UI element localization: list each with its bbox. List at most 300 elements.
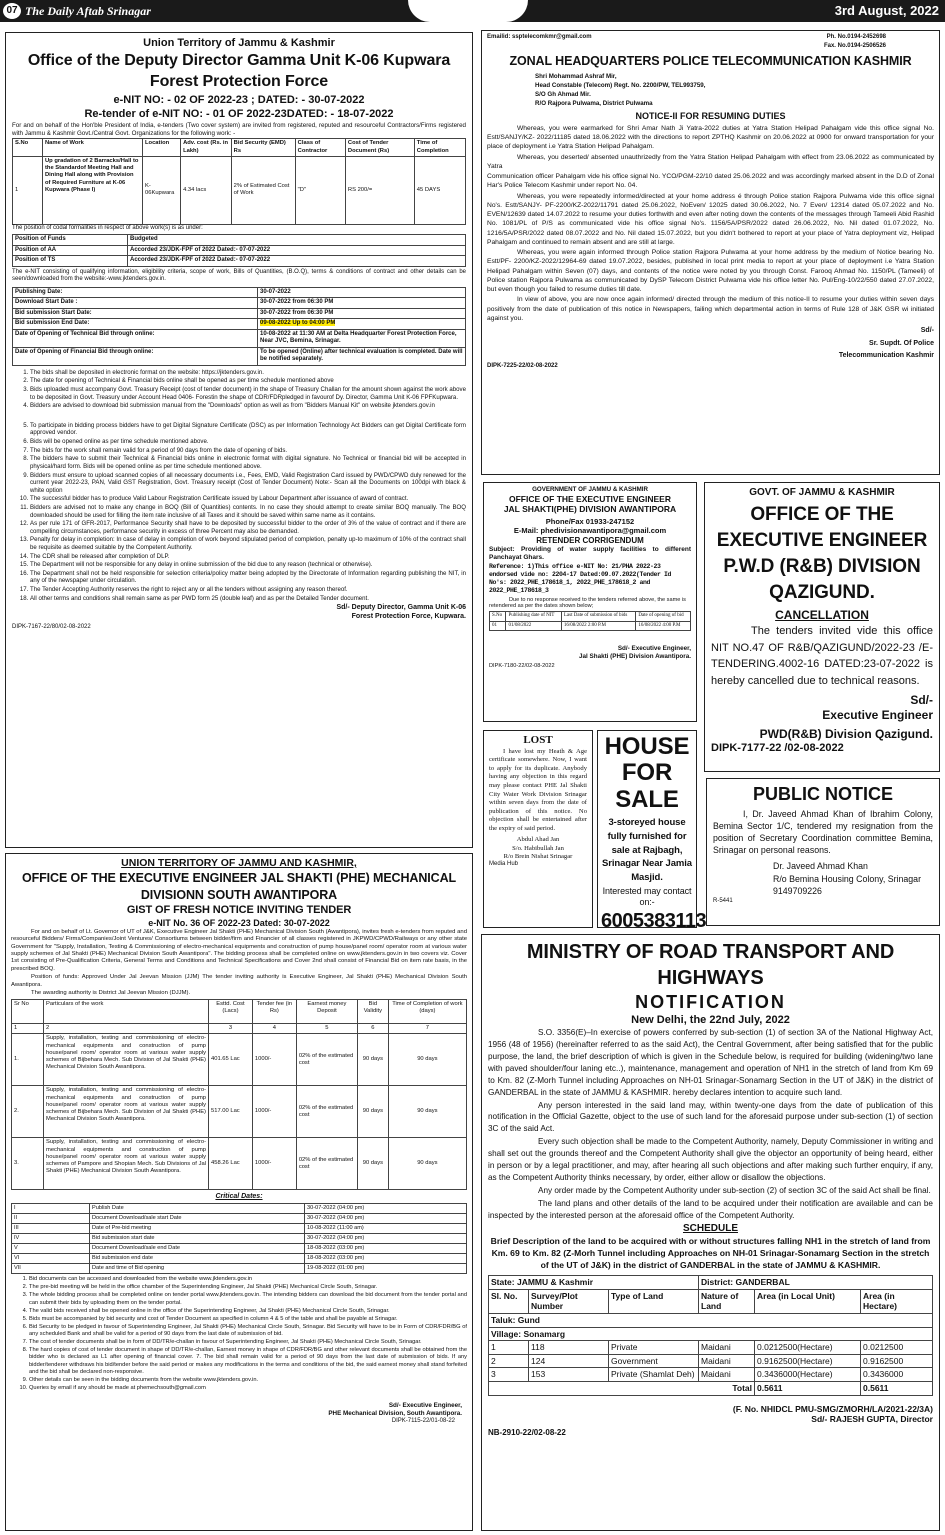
notice-subtitle: NOTICE-II FOR RESUMING DUTIES [635,110,786,121]
retender-note: Due to no response received to the tenders referred above, the same is retendered as per the dates shown below; [489,596,686,610]
total-local: 0.5611 [755,1382,861,1396]
table-row [12,1086,467,1138]
table-cell: 1. [12,1034,44,1086]
notification-paragraph: Any order made by the Competent Authority under sub-section (2) of section 3C of the said Act shall be final. [538,1185,931,1195]
table-cell: Date of Opening of Financial Bid through online: [13,347,258,365]
table-cell: 0.9162500 [861,1354,933,1368]
table-cell: Position of AA [13,245,128,256]
list-item: 12. As per rule 171 of GFR-2017, Performance Security shall have to be deposited by successful bidder to the order of 3% of the value of contract and if there are compelling circumstances, performance security in excess of three Percent may also be demanded. [30,520,466,535]
table-cell: 0.0212500 [861,1341,933,1355]
table-row [13,347,466,365]
list-item: 8. The bidders have to submit their Technical & Financial bids online in electronic format with digital signature. No Technical or financial bid will be accepted in physical/hard form. Bids will be opened online as per time schedule mentioned above. [30,455,466,470]
table-cell: 118 [529,1341,609,1355]
table-header-cell: Date of opening of bid [636,612,691,621]
table-row [13,156,466,224]
cancellation-title: CANCELLATION [775,608,869,623]
table-cell: Budgeted [128,235,466,246]
table-cell: Maidani [699,1354,755,1368]
sd-mark: Sd/- [920,327,934,335]
table-cell: Accorded 23/JDK-FPF of 2022 Dated:- 07-07-2022 [128,256,466,267]
table-cell: 401.65 Lac [209,1034,253,1086]
nit-number: e-NIT No. 36 OF 2022-23 Dated: 30-07-2022 [148,917,330,928]
list-item: 9. Other details can be seen in the bidding documents from the website www.jktenders.gov.in. [29,1377,467,1384]
signatory: Sd/- Executive Engineer, [617,644,691,652]
table-row [489,1313,933,1327]
table-row [13,298,466,309]
notification-paragraph: Any person interested in the said land may, within twenty-one days from the date of publication of this notification in the Official Gazette, object to the use of such land for the aforesaid purpose under sub-section (1) of section 3C of the said Act. [488,1100,933,1134]
table-cell: 90 days [358,1034,389,1086]
office-heading: Office of the Deputy Director Gamma Unit K-06 Kupwara [27,51,451,69]
table-row [12,1254,467,1264]
list-item: 7. The cost of tender documents shall be in form of DD/TR/e-challan in favour of Superintending Engineer, Jal Shakti (PHE) Mechanical Circle South, Srinagar. [29,1339,467,1346]
ad-code: DIPK-7167-22/80/02-08-2022 [12,623,91,630]
list-item: 4. The valid bids received shall be opened online in the office of the Superintending Engineer, Jal Shakti (PHE) Mechanical Circle South, Srinagar. [29,1308,467,1315]
table-cell: Maidani [699,1368,755,1382]
table-header-cell: Area (in Local Unit) [755,1289,861,1313]
table-row [12,1204,467,1214]
village-cell: Village: Sonamarg [489,1327,933,1341]
table-row [12,1244,467,1254]
table-cell: 16/08/2022 2:00 P.M [561,621,635,630]
corrigendum-title: RETENDER CORRIGENDUM [536,535,644,545]
public-sign-line: 9149709226 [773,886,822,897]
table-cell: 90 days [358,1086,389,1138]
addressee-line: Head Constable (Telecom) Regt. No. 2200/PW, TEL993759, [535,81,706,89]
table-cell: 6 [358,1024,389,1034]
table-cell: 01/08/2022 [506,621,561,630]
table-row [489,1276,933,1290]
terms-list [12,369,466,602]
table-header-row [13,139,466,156]
list-item: 13. Penalty for delay in completion: In case of delay in completion of work beyond stipulated period of completion, penalty up-to maximum of 10% of the contract shall be requisite as deemed suitable by the Competent Authority. [30,536,466,551]
table-header-cell: Cost of Tender Document (Rs) [345,139,414,156]
critical-dates-title: Critical Dates: [215,1193,263,1201]
total-label: Total [489,1382,755,1396]
table-cell: 4 [252,1024,296,1034]
table-row [12,1234,467,1244]
table-cell: 18-08-2022 (03:00 pm) [305,1244,467,1254]
table-cell: 7 [388,1024,466,1034]
table-cell: 45 DAYS [414,156,465,224]
addressee [487,73,934,109]
land-schedule-table [488,1275,933,1396]
signatory: Sd/- Executive Engineer, [388,1402,462,1409]
table-row [12,1024,467,1034]
table-header-row [12,1000,467,1024]
notice-paragraph: In view of above, you are now once again informed/ directed through the medium of this notice-II to resume your duties within seven days positively from the date of publication of this notice in Newspapers, failing which departmental action in terms of Rule 128 of J&K GSR wi initiated against you. [487,296,934,322]
table-cell: "D" [295,156,345,224]
table-cell: 19-08-2022 (01:00 pm) [305,1264,467,1274]
table-cell: 01 [490,621,506,630]
table-header-cell: Area (in Hectare) [861,1289,933,1313]
table-header-cell: Class of Contractor [295,139,345,156]
house-for-sale-ad [597,730,707,932]
table-cell: 0.3436000 [861,1368,933,1382]
table-cell: Bid submission Start Date: [13,308,258,319]
ad-code: DIPK-7225-22/02-08-2022 [487,363,558,370]
signatory: Sr. Supdt. Of Police [869,339,934,347]
intro-text: For and on behalf of the Hon'ble President of India, e-tenders (Two cover system) are invited from registered, reputed and resourceful Contractors/Firms registered with Jammu & Kashmir Govt./Central Govt. Organizations for the following work: - [12,121,466,137]
notification-paragraph: S.O. 3356(E)–In exercise of powers conferred by sub-section (1) of section 3A of the National Highway Act, 1956 (48 of 1956) (hereinafter referred to as the said Act), the Central Government, after being satisfied that for the public purpose, the land, the brief description of which is given in the Schedule below, is required for building (widening/two lane with paved shoulder/four laning etc..), maintenance, management and operation of NH1 in the stretch of land from Km 69 to Km. 82 (Z-Morh Tunnel including Approaches on NH-01 Srinagar-Sonamarg Section in the UT of J&K) in the district of GANDERBAL in the state of JAMMU & KASHMIR. hereby declares intention to acquire such land. [488,1028,933,1097]
table-row [489,1368,933,1382]
signatory-office: PHE Mechanical Division, South Awantipora. [328,1409,462,1417]
list-item: 11. Bidders are advised not to make any change in BOQ (Bill of Quantities) contents. In no case they should attempt to create similar BOQ manually. The BOQ downloaded should be used for filling the item rate inclusive of all Taxes and it should be saved within same name as it contains. [30,504,466,519]
table-cell: Bid submission start date [90,1234,305,1244]
table-cell: 1000/- [252,1034,296,1086]
list-item: 7. The bids for the work shall remain valid for a period of 90 days from the date of opening of bids. [30,447,466,455]
addressee-line: Shri Mohammad Ashraf Mir, [535,72,617,80]
retender-number: Re-tender of e-NIT NO: - 01 OF 2022-23DATED: - 18-07-2022 [84,108,394,121]
signatory-office: Jal Shakti (PHE) Division Awantipora. [579,652,691,660]
table-cell: Private (Shamlat Deh) [609,1368,699,1382]
table-cell: K-06Kupwara [143,156,181,224]
table-row [13,287,466,298]
contact-phone: 6005383113 [601,909,707,932]
table-cell: 30-07-2022 from 06:30 PM [258,308,466,319]
notification-date: New Delhi, the 22nd July, 2022 [631,1013,790,1026]
page-header [0,0,945,22]
file-number: (F. No. NHIDCL PMU-SMG/ZMORH/LA/2021-22/3A) [732,1403,933,1414]
table-cell: Accorded 23/JDK-FPF of 2022 Dated:- 07-07-2022 [128,245,466,256]
table-cell: Publish Date [90,1204,305,1214]
table-row [13,329,466,347]
house-description: 3-storeyed house fully furnished for sale at Rajbagh, Srinagar Near Jamia Masjid. [602,817,692,884]
table-cell: Private [609,1341,699,1355]
signatory-office: PWD(R&B) Division Qazigund. [759,727,933,742]
list-item: 10. The successful bidder has to produce Valid Labour Registration Certificate issued by Labour Department after issuance of award of contract. [30,495,466,503]
table-header-cell: Type of Land [609,1289,699,1313]
signatory: Sd/- RAJESH GUPTA, Director [811,1414,933,1425]
table-cell: Date of Pre-bid meeting [90,1224,305,1234]
lost-notice [483,730,593,928]
table-cell: 90 days [358,1138,389,1190]
table-cell: II [12,1214,90,1224]
table-row [12,1264,467,1274]
govt-heading: GOVERNMENT OF JAMMU & KASHMIR [532,486,648,493]
masthead-logo: آفتاب [408,0,528,22]
list-item: 14. The CDR shall be released after completion of DLP. [30,553,466,561]
office-heading: OFFICE OF THE EXECUTIVE ENGINEER P.W.D (R&B) DIVISION QAZIGUND. [716,503,928,604]
table-cell: 2 [44,1024,209,1034]
list-item: 1. Bid documents can be accessed and downloaded from the website www.jktenders.gov.in [29,1276,467,1283]
table-cell: 1 [12,1024,44,1034]
table-row [12,1224,467,1234]
table-cell: 02% of the estimated cost [296,1034,357,1086]
lost-footer: Media Hub [489,861,519,868]
table-row [489,1382,933,1396]
table-row [12,1034,467,1086]
table-cell: 0.0212500(Hectare) [755,1341,861,1355]
table-cell: V [12,1244,90,1254]
table-cell: 0.3436000(Hectare) [755,1368,861,1382]
ut-heading: UNION TERRITORY OF JAMMU AND KASHMIR, [121,857,357,869]
signatory: Sd/- Deputy Director, Gamma Unit K-06 [336,604,466,612]
table-cell: 10-08-2022 at 11:30 AM at Delta Headquarter Forest Protection Force, Near JVC, Bemina, Srinagar. [258,329,466,347]
issue-date: 3rd August, 2022 [834,3,939,18]
table-cell: 90 days [388,1086,466,1138]
table-cell: Document Download/sale end Date [90,1244,305,1254]
table-cell: VII [12,1264,90,1274]
nit-number: e-NIT NO: - 02 OF 2022-23 ; DATED: - 30-07-2022 [113,94,365,107]
table-row [13,235,466,246]
list-item: 2. The pre-bid meeting will be held in the office chamber of the Superintending Engineer, Jal Shakti (PHE) Mechanical Circle South, Srinagar. [29,1284,467,1291]
notice-paragraph: Whereas, you deserted/ absented unauthrizedly from the Yatra Station Helipad Pahalgam with effect from 23.06.2022 as communicated by Yatra [487,153,934,170]
table-cell: Government [609,1354,699,1368]
intro-text: For and on behalf of Lt. Governor of UT of J&K, Executive Engineer Jal Shakti (PHE) Mechanical Division South (Awantipora), invites fresh e-tenders from reputed and resourceful Bidders/ Firms/Companies/Joint Ventures/ Consortiums between bidder/firm and Financier of all classes registered in JKPWD/CPWD/Railways or any other state Government for "Supply, Installation, Testing & Commissioning of electro-mechanical equipments and construction of pump house/panel room/ operator room at various water supply schemes of Jal Shakti (PHE) Mechanical Division South Awantipora". The bidding process shall be completed online on www.jktenders.gov.in in two covers viz. Cover 1st consisting of Pre-Qualification Criteria, General Terms and Conditions and Technical Specifications and Cover 2nd shall consist of Financial Bid on item rate basis, in the prescribed BOQ. [11,928,467,972]
table-cell: III [12,1224,90,1234]
table-header-cell: Sl. No. [489,1289,529,1313]
table-cell: 30-07-2022 (04:00 pm) [305,1204,467,1214]
table-cell: 458.26 Lac [209,1138,253,1190]
table-row [489,1327,933,1341]
table-header-cell: Esttd. Cost (Lacs) [209,1000,253,1024]
table-cell: 5 [296,1024,357,1034]
cancellation-notice [704,482,940,772]
list-item: 18. All other terms and conditions shall remain same as per PWD form 25 (double leaf) and as per the Detailed Tender document. [30,595,466,603]
ad-code: DIPK-7115-22/01-08-22 [391,1417,455,1424]
public-sign-line: Dr. Javeed Ahmad Khan [773,860,868,871]
retender-corrigendum [483,482,697,722]
lost-sign-line: R/o Brein Nishat Srinagar [503,852,573,860]
signatory-office: Telecommunication Kashmir [838,351,934,359]
funds-text: Position of funds: Approved Under Jal Jeevan Mission (JJM) The tender inviting authority is Executive Engineer, Jal Shakti (PHE) Mechanical Division South Awantipora. [11,974,467,988]
signatory: Executive Engineer [822,708,933,723]
district-cell: District: GANDERBAL [699,1276,933,1290]
signatory-office: Forest Protection Force, Kupwara. [351,613,466,621]
table-cell: 2. [12,1086,44,1138]
table-cell: Position of Funds [13,235,128,246]
list-item: 3. Bids uploaded must accompany Govt. Treasury Receipt (cost of tender document) in the shape of Treasury Challan for the amount shown against the work above to be deposited in Govt. Treasury under Account Head 0406- Forestin the shape of CDR/FDRpledged in favourof Dy. Director, Gamma Unit K-06 FPFKupwara. [30,386,466,401]
table-cell: 3 [489,1368,529,1382]
table-cell: 3. [12,1138,44,1190]
table-row [13,319,466,330]
position-note: The position of codal formalities in respect of above work(s) is as under: [12,224,203,231]
table-cell: 10-08-2022 (11:00 am) [305,1224,467,1234]
table-cell: Position of TS [13,256,128,267]
table-cell: 2 [489,1354,529,1368]
total-hectare: 0.5611 [861,1382,933,1396]
page-number: 07 [3,3,21,19]
table-row [490,621,691,630]
table-cell: 1000/- [252,1138,296,1190]
public-notice-text: I, Dr. Javeed Ahmad Khan of Ibrahim Colony, Bemina Sector 1/C, tendered my resignation from the position of Secretary Coordination committee Bemina, Srinagar on personal reasons. [713,808,933,856]
list-item: 10. Queries by email if any should be made at phemechsouth@gmail.com [29,1385,467,1392]
table-cell: 30-07-2022 (04:00 pm) [305,1234,467,1244]
table-header-row [490,612,691,621]
notice-title: ZONAL HEADQUARTERS POLICE TELECOMMUNICATION KASHMIR [509,54,912,68]
phone-fax: Phone/Fax 01933-247152 [545,517,635,526]
ad-code: NB-2910-22/02-08-22 [488,1427,566,1437]
table-cell: I [12,1204,90,1214]
division-heading: JAL SHAKTI(PHE) DIVISION AWANTIPORA [503,504,677,515]
table-row [489,1341,933,1355]
addressee-line: R/O Rajpora Pulwama, District Pulwama [535,99,653,107]
table-cell: Date of Opening of Technical Bid through online: [13,329,258,347]
house-title: HOUSE [604,733,690,760]
table-header-cell: S.No [13,139,43,156]
list-item: 2. The date for opening of Technical & Financial bids online shall be opened as per time schedule mentioned above [30,377,466,385]
notification-paragraph: The land plans and other details of the land to be acquired under their notification are available and can be inspected by the interested person at the aforesaid office of the Competent Authority. [488,1198,933,1220]
notice-paragraph: Communication officer Pahalgam vide his office signal No. YCO/PGM-22/10 dated 25.06.2022 and was accordingly marked absent in the D.D of Zonal Har's Police Telecom Kashmir under report No. 04. [487,173,934,190]
list-item: 15. The Department will not be responsible for any delay in online submission of the bid due to any reason (technical or otherwise). [30,561,466,569]
table-header-cell: Earnest money Deposit [296,1000,357,1024]
funds-table [12,234,466,267]
table-row [13,256,466,267]
taluk-cell: Taluk: Gund [489,1313,933,1327]
work-table [12,138,466,224]
table-cell: 4.34 lacs [181,156,232,224]
table-header-cell: Time of Completion of work (days) [388,1000,466,1024]
table-cell: Maidani [699,1341,755,1355]
gist-heading: GIST OF FRESH NOTICE INVITING TENDER [126,903,352,916]
ad-code: R-5441 [713,898,733,904]
enit-consist-text: The e-NIT consisting of qualifying information, eligibility criteria, scope of work, Bills of Quantities, (B.O.Q), terms & conditions of contract and other details can be seen/downloaded from the website:-www.jktenders.gov.in. [12,268,466,283]
govt-heading: GOVT. OF JAMMU & KASHMIR [749,487,895,498]
table-cell: 1 [13,156,43,224]
dates-table [12,287,466,366]
table-cell: 90 days [388,1034,466,1086]
notification-heading: NOTIFICATION [635,992,786,1012]
reference: Reference: 1)This office e-NIT No: 21/PHA 2022-23 endorsed vide no: 2204-17 Dated:09.07.2022(Tender Id No's: 2022_PHE_178618_1, 2022_PHE_178618_2 and 2022_PHE_178618_3 [489,563,672,595]
table-cell: To be opened (Online) after technical evaluation is completed. Date will be notified separately. [258,347,466,365]
table-cell: 153 [529,1368,609,1382]
contact-label: Interested may contact on:- [602,886,692,908]
list-item: 1. The bids shall be deposited in electronic format on the website: https://jktenders.gov.in. [30,369,466,377]
table-header-cell: Survey/Plot Number [529,1289,609,1313]
table-cell: Date and time of Bid opening [90,1264,305,1274]
table-header-cell: Time of Completion [414,139,465,156]
table-header-row [489,1289,933,1313]
table-cell: VI [12,1254,90,1264]
table-cell: Supply, installation, testing and commissioning of electro-mechanical equipments and construction of pump house/panel room/ operator room at various water supply schemes of Bijbehara Mech. Sub Division of Jal Shakti (PHE) Mechanical Division South Awantipora. [44,1034,209,1086]
ut-heading: Union Territory of Jammu & Kashmir [143,37,335,49]
table-cell: 517.00 Lac [209,1086,253,1138]
list-item: 3. The whole bidding process shall be completed online on tender portal www.jktenders.gov.in. The intending bidders can download the bid document from the tender portal and can submit their bids by uploading them on the tender portal. [29,1292,467,1306]
schedule-title: SCHEDULE [682,1222,738,1234]
lost-title: LOST [523,734,553,746]
table-cell: Document Download/sale start Date [90,1214,305,1224]
sd-mark: Sd/- [910,693,933,708]
table-header-cell: Particulars of the work [44,1000,209,1024]
list-item: 5. Bids must be accompanied by bid security and cost of Tender Document as specified in column 4 & 5 of the table and shall be payable at Srinagar. [29,1316,467,1323]
subject: Subject: Providing of water supply facilities to different Panchayat Ghars. [489,545,691,561]
ministry-heading: MINISTRY OF ROAD TRANSPORT AND HIGHWAYS [526,941,895,989]
table-header-cell: Adv. cost (Rs. in Lakh) [181,139,232,156]
table-cell: 2% of Estimated Cost of Work [231,156,295,224]
retender-dates-table [489,611,691,631]
table-cell: Bid submission End Date: [13,319,258,330]
list-item: 4. Bidders are advised to download bid submission manual from the "Downloads" option as well as from "Bidders Manual Kit" on website jktenders.gov.in [30,402,466,410]
table-header-cell: Location [143,139,181,156]
state-cell: State: JAMMU & Kashmir [489,1276,699,1290]
list-item: 6. Bids will be opened online as per time schedule mentioned above. [30,438,466,446]
office-heading: OFFICE OF THE EXECUTIVE ENGINEER [509,493,671,504]
public-notice-title: PUBLIC NOTICE [752,784,893,804]
table-row [13,245,466,256]
ad-code: DIPK-7177-22 /02-08-2022 [711,742,844,755]
notice-police-telecom [481,30,940,475]
tender-forest-protection-force [5,32,473,848]
table-cell: 18-08-2022 (03:00 pm) [305,1254,467,1264]
contact-email: Emailid: ssptelecomkmr@gmail.com [487,34,592,40]
table-row [12,1214,467,1224]
notice-paragraph: Whereas, you were again informed through Police station Rajpora Pulwama at your home address by the medium of Notice bearing No. Estt/PF- 2200/KZ-2022/12964-69 dated 19.07.2022, besides, published in local print media to report at your place of deployment i.e Yatra Station Helipad Pahalgam within Seven (07) days, and contents of the notice were noted by you through Const. Farooq Ahmad No. 1150/PL (Tameeli) of Police station Rajpora Pulwama as communicated by DySP Telecom District Pulwama vide his office letter No. Pul/Eng-10/22/550 dated 27.07.2022, but even though you failed to resume duties till date. [487,249,934,294]
lost-text: I have lost my Heath & Age certificate somewhere. Now, I want to apply for its duplicate. Anybody having any objection in this regard may please contact PHE Jal Shakti City Water Work Division Srinagar within seven days from the date of publication of this notice. No objection shall be entertained after the expiry of said period. [489,747,587,832]
cancellation-text: The tenders invited vide this office NIT NO.47 OF R&B/QAZIGUND/2022-23 /E-TENDERING.4002-16 DATED:23-07-2022 is hereby cancelled due to technical reasons. [711,625,933,687]
table-header-cell: Sr No [12,1000,44,1024]
table-cell: 02% of the estimated cost [296,1138,357,1190]
notification-paragraph: Every such objection shall be made to the Competent Authority, namely, Deputy Commissioner in writing and shall set out the grounds thereof and the Competent Authority shall give the objector an opportunity of being heard, either in person or by a legal practitioner, and may, after hearing all such objections and after making such further enquiry, if any, as the Competent Authority thinks necessary, by order, either allow or disallow the objections. [488,1137,933,1182]
office-heading: OFFICE OF THE EXECUTIVE ENGINEER JAL SHAKTI (PHE) MECHANICAL DIVISIONN SOUTH AWANTIPORA [21,871,457,902]
list-item: 8. The hard copies of cost of tender document in shape of DD/TR/e-challan, Earnest money in shape of CDR/FDR/BG and other relevant documents shall be obtained from the bidder who is declared as L1 after opening of financial cover. 7. The bid shall remain valid for a period of 90 days from the last date of submission of bids. If any bidder/tenderer withdraws his bid/tender before the said period or makes any modifications in the terms and conditions of the bid, the said earnest money shall stand forfeited and the bid shall be declared non-responsive. [29,1347,467,1376]
contact-fax: Fax. No.0194-2506526 [823,43,886,49]
lost-sign-line: Abdul Ahad Jan [516,836,560,844]
table-cell: 124 [529,1354,609,1368]
table-cell: 30-07-2022 [258,287,466,298]
publication-name: The Daily Aftab Srinagar [25,4,151,18]
table-cell: IV [12,1234,90,1244]
contact-phone: Ph. No.0194-2452698 [826,34,886,40]
table-cell: 1000/- [252,1086,296,1138]
table-header-cell: S.No [490,612,506,621]
lost-sign-line: S/o. Habibullah Jan [512,844,564,852]
critical-dates-table [11,1203,467,1274]
table-cell: 16/08/2022 4:00 P.M [636,621,691,630]
list-item: 9. Bidders must ensure to upload scanned copies of all necessary documents i.e., Fees, EMD, Valid Registration Card issued by PWD/CPWD duly renewed for the current year 2022-23, PAN, Valid GST Registration, Govt. Treasury receipt (Cost of Tender Document) Note:- Scan all the Documents on 100dpi with black & white option [30,472,466,495]
table-cell: RS 200/= [345,156,414,224]
notice-paragraph: Whereas, you were earmarked for Shri Amar Nath Ji Yatra-2022 duties at Yatra Station Helipad Pahalgam vide this office signal No. Estt/SANJY/KZ- 2022/11185 dated 18.06.2022 with the directions to report ZPTHQ Kashmir on 20.06.2022 at 0900 for onward transportation for your place of deployment i.e Yatra Station Helipad Pahalgam. [487,124,934,151]
table-cell: 02% of the estimated cost [296,1086,357,1138]
table-row [12,1138,467,1190]
table-cell: Bid submission end date [90,1254,305,1264]
table-cell: Download Start Date : [13,298,258,309]
schedule-brief: Brief Description of the land to be acquired with or without structures falling NH1 in the stretch of land from Km. 69 to Km. 82 (Z-Morh Tunnel including Approaches on NH-01 Srinagar-Sonamarg Section in the stretch of the UT of J&K) in the district of GANDERBAL in the state of JAMMU & KASHMIR. [490,1236,931,1271]
email: E-Mail: phedivisionawantipora@gmail.com [513,526,667,536]
table-cell: Supply, installation, testing and commissioning of electro-mechanical equipments and construction of pump house/panel room/ operator room at various water supply schemes of Pampore and Shopian Mech. Sub Divisions of Jal Shakti (PHE) Mechanical Division South Awantipora. [44,1138,209,1190]
list-item: 16. The Department shall not be held responsible for selection criteria/policy matter being adopted by the Directorate of Information regarding publishing the NIT, in any of the newspaper under circulation. [30,570,466,585]
table-cell: 0.9162500(Hectare) [755,1354,861,1368]
table-cell: 90 days [388,1138,466,1190]
award-text: The awarding authority is District Jal Jeevan Mission (DJJM). [31,989,191,996]
table-header-cell: Tender fee (in Rs) [252,1000,296,1024]
highlighted-end-date: 09-08-2022 Up to 04:00 PM [260,320,336,327]
list-item: 6. Bid Security to be pledged in favour of Superintending Engineer, Jal Shakti (PHE) Mechanical Circle South, Srinagar. Bid Security will have to be in Form of CDR/FDR/BG of any scheduled Bank and shall be valid for a period of 90 days from the last date of submission of bid. [29,1324,467,1338]
for-sale-title: FOR SALE [615,759,679,813]
force-heading: Forest Protection Force [149,72,329,90]
table-header-cell: Publishing date of NIT [506,612,561,621]
works-table [11,999,467,1190]
table-cell: 30-07-2022 from 06:30 PM [258,298,466,309]
table-cell: Supply, installation, testing and commissioning of electro-mechanical equipments and construction of pump house/panel room/ operator room at various water supply schemes of Bijbehara Mech. Sub Division of Jal Shakti (PHE) Mechanical Division South Awantipora. [44,1086,209,1138]
list-item: 5. To participate in bidding process bidders have to get Digital Signature Certificate (DSC) as per Information Technology Act Bidders can get Digital Certificate form approved vendor. [30,422,466,437]
table-cell: 3 [209,1024,253,1034]
terms-list [11,1276,467,1392]
notice-paragraph: Whereas, you were repeatedly informed/directed at your home address é through Police station Rajpora Pulwama vide this office signal No's. Estt/SANJY- PF-2200/KZ-2022/11791 dated 25.06.2022, NoEven/ 12025 dated 30.06.2022, No. 7 Even/ 12314 dated 05.07.2022 and No. EVEN/12639 dated 14.07.2022 to resume your duties forthwith and even after noting down the contents of the messages through Tameeli Abid Rashid No. 1081/PL of P/S as communicated vide his office signal No's. 1156/5A/PSR/2022 dated 26.06.2022, No. Nil dated 01.07.2022, No. 1216/5A/PSR/2022 dated 08.07.2022 and No. Nil dated 15.07.2022, but you didn't bothered to report at your place of Yatra deployment viz, Helipad Pahalgam and continued to remain absent and are still at large. [487,192,934,246]
morth-notification [481,934,940,1531]
table-header-cell: Bid Security (EMD) Rs [231,139,295,156]
table-row [13,308,466,319]
table-cell: 1 [489,1341,529,1355]
table-cell: Publishing Date: [13,287,258,298]
table-header-cell: Bid Validity [358,1000,389,1024]
tender-phe-mechanical [5,853,473,1531]
addressee-line: S/O Gh Ahmad Mir. [535,90,591,98]
public-sign-line: R/o Bemina Housing Colony, Srinagar [773,873,921,884]
public-notice [706,778,940,926]
list-item: 17. The Tender Accepting Authority reserves the right to reject any or all the tenders without assigning any reason thereof. [30,586,466,594]
table-cell: Up gradation of 2 Barracks/Hall to the Standardof Meeting Hall and Dining Hall along with Provision of Required Furniture at K-06 Kupwara (Phase I) [43,156,143,224]
table-header-cell: Nature of Land [699,1289,755,1313]
